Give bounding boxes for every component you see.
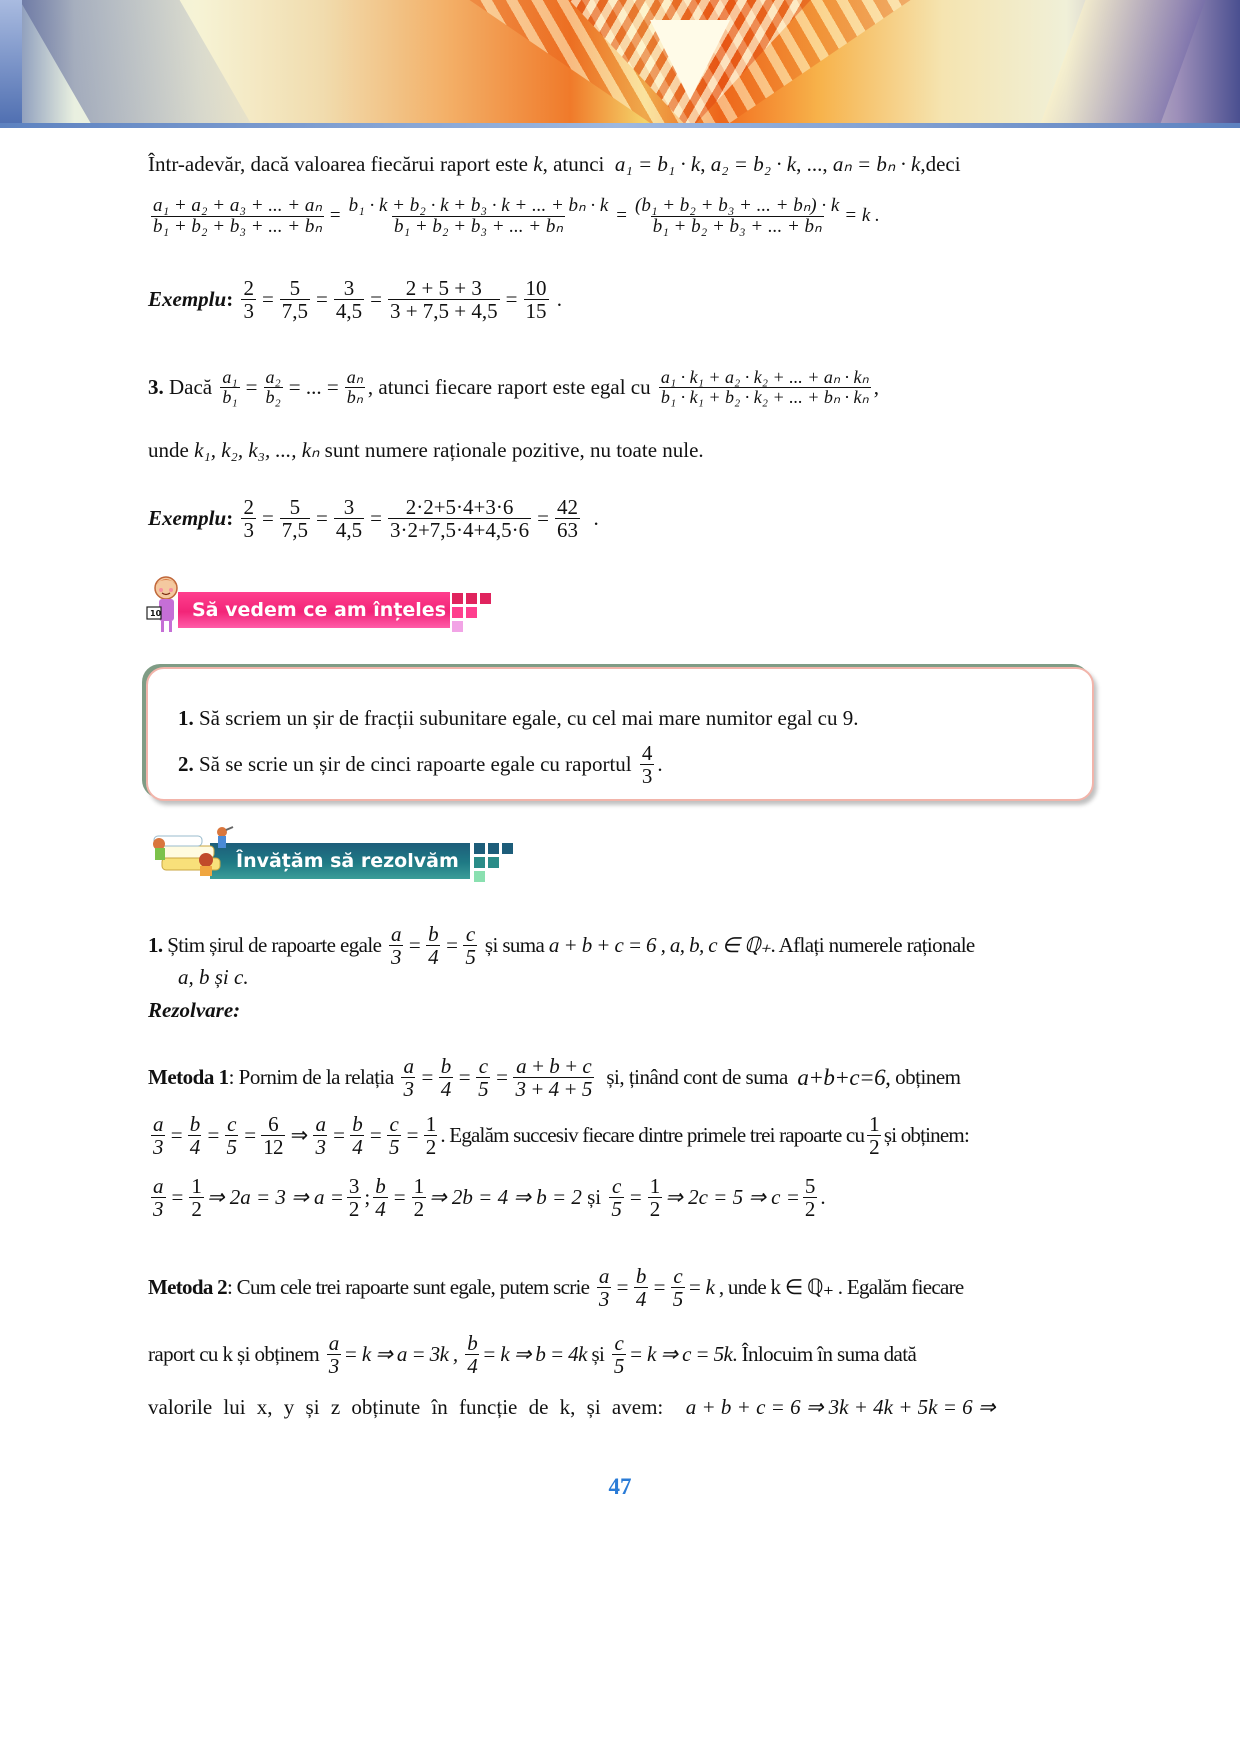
numerator: 3: [343, 276, 355, 300]
fraction: [465, 1332, 479, 1377]
equation: ⇒ 2b = 4 ⇒ b = 2: [429, 1185, 582, 1210]
section-header-understand: [178, 592, 450, 628]
denominator: 4: [375, 1197, 386, 1222]
method-1-line1: Metoda 1 : Pornim de la relația $\frac{a}{3}$ = $\frac{b}{4}$ = $\frac{c}{5}$ = $\frac{a + b + c}{3 + 4 + 5}$ și, ținând cont de suma a+b+c=6, obținem: [148, 1054, 961, 1102]
denominator: 4: [189, 1135, 200, 1160]
text: Știm șirul de rapoarte egale: [167, 933, 382, 958]
text: . Înlocuim în suma dată: [732, 1342, 917, 1367]
text: și suma: [484, 933, 545, 958]
text: și obținem:: [883, 1123, 969, 1148]
text: , atunci: [542, 152, 605, 176]
numerator: a₁ · k₁ + a₂ · k₂ + ... + aₙ · kₙ: [660, 367, 869, 387]
fraction: [426, 923, 440, 968]
equation: ⇒ 2a = 3 ⇒ a =: [206, 1185, 344, 1210]
example-label: Exemplu: [148, 287, 227, 312]
text: și, ținând cont de suma: [606, 1065, 788, 1090]
text: Într-adevăr, dacă valoarea fiecărui raport este: [148, 152, 528, 176]
fraction: [388, 277, 500, 322]
equation: ⇒ 2c = 5 ⇒ c =: [665, 1185, 800, 1210]
denominator: 3·2+7,5·4+4,5·6: [389, 518, 530, 543]
denominator: 3: [328, 1354, 339, 1379]
numerator: b: [428, 922, 439, 946]
denominator: b₁: [222, 386, 238, 407]
task-text: Să scriem un șir de fracții subunitare egale, cu cel mai mare numitor egal cu 9.: [199, 706, 859, 730]
numerator: 2·2+5·4+3·6: [405, 495, 514, 519]
equation: = k: [687, 1275, 715, 1300]
fraction: [612, 1332, 626, 1377]
denominator: 5: [478, 1077, 489, 1102]
numerator: a: [391, 922, 401, 946]
numerator: 5: [289, 495, 301, 519]
item-number: 1.: [178, 706, 194, 730]
equation: = k ⇒ a = 3k ,: [343, 1342, 458, 1367]
fraction: [640, 742, 655, 787]
numerator: 1: [413, 1174, 425, 1198]
denominator: 2: [425, 1135, 436, 1160]
numerator: a₂: [265, 367, 281, 387]
implies-arrow: ⇒: [290, 1123, 308, 1148]
banner-shape: [1035, 0, 1206, 128]
text: ;: [364, 1185, 371, 1210]
denominator: 4: [440, 1077, 451, 1102]
denominator: 3 + 4 + 5: [515, 1077, 592, 1102]
equation: = k ⇒ c = 5k: [628, 1342, 733, 1367]
fraction: [513, 1055, 593, 1100]
text: , ...,: [796, 152, 828, 176]
denominator: 2: [649, 1197, 661, 1222]
denominator: 3: [315, 1135, 326, 1160]
denominator: 5: [672, 1287, 683, 1312]
task-2: 2. Să se scrie un șir de cinci rapoarte egale cu raportul $\frac{4}{3}$ .: [178, 741, 663, 789]
fraction: [280, 496, 310, 541]
text: raport cu k și obținem: [148, 1342, 320, 1367]
fraction: [555, 496, 580, 541]
text: . Aflați numerele raționale: [770, 933, 975, 958]
problem-1-line2: a, b și c.: [178, 965, 249, 989]
var-k: k: [533, 152, 543, 176]
numerator: a: [328, 1331, 339, 1355]
numerator: 1: [425, 1112, 436, 1136]
equation: = k ⇒ b = 4k: [482, 1342, 587, 1367]
numerator: c: [478, 1054, 488, 1078]
numerator: c: [227, 1112, 236, 1136]
text: unde: [148, 438, 189, 462]
equation: aₙ = bₙ · k: [832, 152, 921, 176]
denominator: 3 + 7,5 + 4,5: [389, 299, 498, 324]
fraction: [524, 277, 549, 322]
fraction: [264, 368, 283, 407]
numerator: 42: [556, 495, 578, 519]
fraction: [476, 1055, 490, 1100]
fraction: [648, 1175, 663, 1220]
denominator: 3: [243, 518, 254, 543]
numerator: 2: [243, 495, 254, 519]
equation: a + b + c = 6 , a, b, c ∈ ℚ₊: [548, 933, 771, 958]
denominator: 7,5: [281, 299, 309, 324]
numerator: b: [440, 1054, 451, 1078]
section-title: Să vedem ce am înțeles: [192, 599, 447, 621]
denominator: 3: [153, 1135, 163, 1160]
text: și: [587, 1185, 602, 1210]
fraction: [347, 1175, 362, 1220]
denominator: 4,5: [335, 518, 363, 543]
numerator: 10: [525, 276, 547, 300]
denominator: b₁ + b₂ + b₃ + ... + bₙ: [652, 215, 822, 237]
method-1-line2: $\frac{a}{3}$ = $\frac{b}{4}$ = $\frac{c}{5}$ = $\frac{6}{12}$ ⇒ $\frac{a}{3}$ = $\frac{b}{4}$ = $\frac{c}{5}$ = $\frac{1}{2}$ . Egalăm succesiv fiecare dintre primele trei rapoarte cu $\frac{1}{2}$ și obținem:: [153, 1112, 969, 1160]
fraction: [373, 1175, 388, 1220]
numerator: b: [635, 1264, 646, 1288]
denominator: 4: [467, 1354, 478, 1379]
fraction: [347, 196, 611, 237]
fraction: [633, 196, 841, 237]
denominator: 2: [191, 1197, 202, 1222]
fraction: [220, 368, 239, 407]
page-number: 47: [608, 1474, 632, 1499]
kids-with-books-icon: [150, 826, 234, 878]
denominator: 5: [388, 1135, 399, 1160]
fraction: [401, 1055, 415, 1100]
denominator: b₁ + b₂ + b₃ + ... + bₙ: [153, 215, 322, 237]
denominator: 2: [348, 1197, 360, 1222]
fraction: [387, 1113, 401, 1158]
denominator: b₁ + b₂ + b₃ + ... + bₙ: [394, 215, 563, 237]
numerator: 4: [641, 741, 653, 765]
numerator: a₁ + a₂ + a₃ + ... + aₙ: [153, 195, 322, 216]
denominator: 4: [635, 1287, 646, 1312]
denominator: 3: [391, 945, 401, 970]
numerator: a: [403, 1054, 414, 1078]
mascot-sign-number: 10: [150, 609, 162, 618]
item-number: 3.: [148, 374, 164, 399]
fraction: [280, 277, 310, 322]
numerator: b: [467, 1331, 478, 1355]
banner-bottom-rule: [0, 123, 1240, 128]
numerator: 1: [649, 1174, 661, 1198]
fraction: [151, 1113, 165, 1158]
fraction: [327, 1332, 341, 1377]
section-header-solve: [210, 843, 470, 879]
fraction: [803, 1175, 818, 1220]
numerator: 2 + 5 + 3: [405, 276, 482, 300]
fraction: [345, 368, 365, 407]
fraction: [334, 277, 364, 322]
equation: a₂ = b₂ · k: [710, 152, 797, 176]
fraction: [188, 1113, 202, 1158]
fraction: [313, 1113, 327, 1158]
text: valorile lui x, y și z obținute în funcție de k, și avem:: [148, 1395, 664, 1419]
numerator: c: [611, 1174, 622, 1198]
proof-intro-line: Într-adevăr, dacă valoarea fiecărui raport este k , atunci a₁ = b₁ · k , a₂ = b₂ · k , ..., aₙ = bₙ · k ,deci: [148, 152, 961, 176]
numerator: a: [315, 1112, 326, 1136]
numerator: b: [375, 1174, 386, 1198]
fraction: [424, 1113, 438, 1158]
header-banner-image: [0, 0, 1240, 128]
fraction: [867, 1113, 881, 1158]
fraction: [439, 1055, 453, 1100]
denominator: 3: [153, 1197, 164, 1222]
numerator: a + b + c: [516, 1054, 592, 1078]
numerator: 5: [804, 1174, 816, 1198]
denominator: 2: [869, 1135, 879, 1160]
numerator: c: [673, 1264, 683, 1288]
equation: a + b + c = 6 ⇒ 3k + 4k + 5k = 6 ⇒: [685, 1395, 996, 1419]
denominator: 3: [403, 1077, 414, 1102]
denominator: 4,5: [335, 299, 363, 324]
method-label: Metoda 1: [148, 1065, 229, 1090]
text: Dacă: [169, 374, 213, 399]
denominator: 5: [226, 1135, 237, 1160]
numerator: a: [153, 1112, 163, 1136]
denominator: 15: [525, 299, 547, 324]
numerator: 6: [268, 1112, 278, 1136]
ellipsis: = ... =: [288, 374, 339, 399]
numerator: a₁: [222, 367, 238, 387]
method-1-line3: $\frac{a}{3}$ = $\frac{1}{2}$ ⇒ 2a = 3 ⇒ a = $\frac{3}{2}$ ; $\frac{b}{4}$ = $\frac{1}{2}$ ⇒ 2b = 4 ⇒ b = 2 și $\frac{c}{5}$ = $\frac{1}{2}$ ⇒ 2c = 5 ⇒ c = $\frac{5}{2}$ .: [153, 1174, 826, 1222]
denominator: b₁ · k₁ + b₂ · k₂ + ... + bₙ · kₙ: [660, 386, 869, 407]
task-text: Să se scrie un șir de cinci rapoarte egale cu raportul: [199, 752, 632, 777]
numerator: a: [598, 1264, 609, 1288]
numerator: 1: [191, 1174, 202, 1198]
section-title: Învățăm să rezolvăm: [236, 850, 459, 872]
fraction: [261, 1113, 284, 1158]
method-label: Metoda 2: [148, 1275, 227, 1300]
fraction: [241, 496, 256, 541]
fraction: [659, 368, 871, 407]
fraction: [225, 1113, 239, 1158]
denominator: bₙ: [346, 386, 363, 407]
task-1: [178, 706, 859, 731]
denominator: 63: [556, 518, 578, 543]
numerator: 3: [343, 495, 355, 519]
text: , atunci fiecare raport este egal cu: [367, 374, 651, 399]
solution-label: Rezolvare:: [148, 998, 241, 1022]
denominator: 4: [428, 945, 439, 970]
denominator: 5: [465, 945, 476, 970]
proof-fraction-chain: $\frac{\text{a₁ + a₂ + a₃ + ... + aₙ}}{\text{b₁ + b₂ + b₃ + ... + bₙ}}$ = $\frac{\text{b₁ · k + b₂ · k + b₃ · k + ... + bₙ · k}}{\text{b₁ + b₂ + b₃ + ... + bₙ}}$ = $\frac{\text{(b₁ + b₂ + b₃ + ... + bₙ) · k}}{\text{b₁ + b₂ + b₃ + ... + bₙ}}$ = k .: [153, 195, 880, 237]
numerator: 5: [289, 276, 301, 300]
numerator: 2: [243, 276, 254, 300]
text: : Cum cele trei rapoarte sunt egale, putem scrie: [226, 1275, 590, 1300]
denominator: 5: [611, 1197, 622, 1222]
text: : Pornim de la relația: [228, 1065, 394, 1090]
problem-1: 1. Știm șirul de rapoarte egale $\frac{a}{3}$ = $\frac{b}{4}$ = $\frac{c}{5}$ și suma a + b + c = 6 , a, b, c ∈ ℚ₊ . Aflați numerele raționale: [148, 922, 975, 970]
numerator: 1: [869, 1112, 879, 1136]
equation: a₁ = b₁ · k: [614, 152, 701, 176]
numerator: b: [189, 1112, 200, 1136]
text: sunt numere raționale pozitive, nu toate nule.: [324, 438, 704, 462]
text: , unde k ∈ ℚ₊ . Egalăm fiecare: [718, 1275, 964, 1300]
banner-shape: [20, 0, 261, 128]
item-number: 1.: [148, 933, 163, 958]
fraction: [241, 277, 256, 322]
fraction: [151, 196, 324, 237]
method-2-line2: [148, 1332, 916, 1377]
example-2: Exemplu : $\frac{2}{3}$ = $\frac{5}{7,5}$ = $\frac{3}{4,5}$ = $\frac{2\cdot 2+5\cdot 4+3\cdot 6}{3\cdot 2+7,5\cdot 4+4,5\cdot 6}$ = $\frac{42}{63}$ .: [148, 495, 599, 543]
fraction: [334, 496, 364, 541]
fraction: [609, 1175, 624, 1220]
result: = k .: [844, 205, 880, 227]
girl-mascot-icon: [146, 574, 182, 634]
numerator: aₙ: [346, 367, 363, 387]
property-3: 3. Dacă $\frac{\text{a₁}}{\text{b₁}}$ = $\frac{\text{a₂}}{\text{b₂}}$ = ... = $\frac{\text{aₙ}}{\text{bₙ}}$ , atunci fiecare raport este egal cu $\frac{\text{a₁ · k₁ + a₂ · k₂ + ... + aₙ · kₙ}}{\text{b₁ · k₁ + b₂ · k₂ + ... + bₙ · kₙ}}$ ,: [148, 367, 879, 407]
denominator: 3: [243, 299, 254, 324]
denominator: 5: [613, 1354, 624, 1379]
fraction: [463, 923, 477, 968]
numerator: b₁ · k + b₂ · k + b₃ · k + ... + bₙ · k: [348, 195, 609, 216]
text: .: [820, 1185, 826, 1210]
numerator: c: [389, 1112, 399, 1136]
variables: k₁, k₂, k₃, ..., kₙ: [194, 438, 320, 462]
numerator: c: [614, 1331, 624, 1355]
numerator: b: [352, 1112, 362, 1136]
denominator: 2: [804, 1197, 816, 1222]
fraction: [597, 1265, 611, 1310]
item-number: 2.: [178, 752, 194, 777]
fraction: [412, 1175, 427, 1220]
numerator: (b₁ + b₂ + b₃ + ... + bₙ) · k: [635, 195, 840, 216]
denominator: 2: [413, 1197, 425, 1222]
property-3-condition: [148, 438, 704, 463]
text: obținem: [895, 1065, 961, 1090]
method-2-line3: [148, 1395, 996, 1420]
text: ,deci: [920, 152, 961, 176]
denominator: 3: [641, 764, 653, 789]
numerator: 3: [348, 1174, 360, 1198]
fraction: [389, 923, 403, 968]
fraction: [151, 1175, 166, 1220]
denominator: 12: [263, 1135, 283, 1160]
denominator: 7,5: [281, 518, 309, 543]
fraction: [189, 1175, 204, 1220]
example-label: Exemplu: [148, 506, 227, 531]
fraction: [671, 1265, 685, 1310]
text: și: [591, 1342, 605, 1367]
banner-left-bar: [0, 0, 22, 128]
denominator: 4: [352, 1135, 362, 1160]
numerator: a: [153, 1174, 164, 1198]
text: . Egalăm succesiv fiecare dintre primele trei rapoarte cu: [440, 1123, 865, 1148]
denominator: 3: [598, 1287, 609, 1312]
example-1: Exemplu : $\frac{2}{3}$ = $\frac{5}{7,5}$ = $\frac{3}{4,5}$ = $\frac{2 + 5 + 3}{3 + 7,5 + 4,5}$ = $\frac{10}{15}$ .: [148, 276, 562, 324]
fraction: [388, 496, 531, 541]
fraction: [634, 1265, 648, 1310]
denominator: b₂: [265, 386, 281, 407]
equation: a+b+c=6,: [797, 1064, 891, 1090]
numerator: c: [465, 922, 475, 946]
method-2-line1: Metoda 2 : Cum cele trei rapoarte sunt egale, putem scrie $\frac{a}{3}$ = $\frac{b}{4}$ = $\frac{c}{5}$ = k , unde k ∈ ℚ₊ . Egalăm fiecare: [148, 1264, 964, 1312]
fraction: [350, 1113, 364, 1158]
